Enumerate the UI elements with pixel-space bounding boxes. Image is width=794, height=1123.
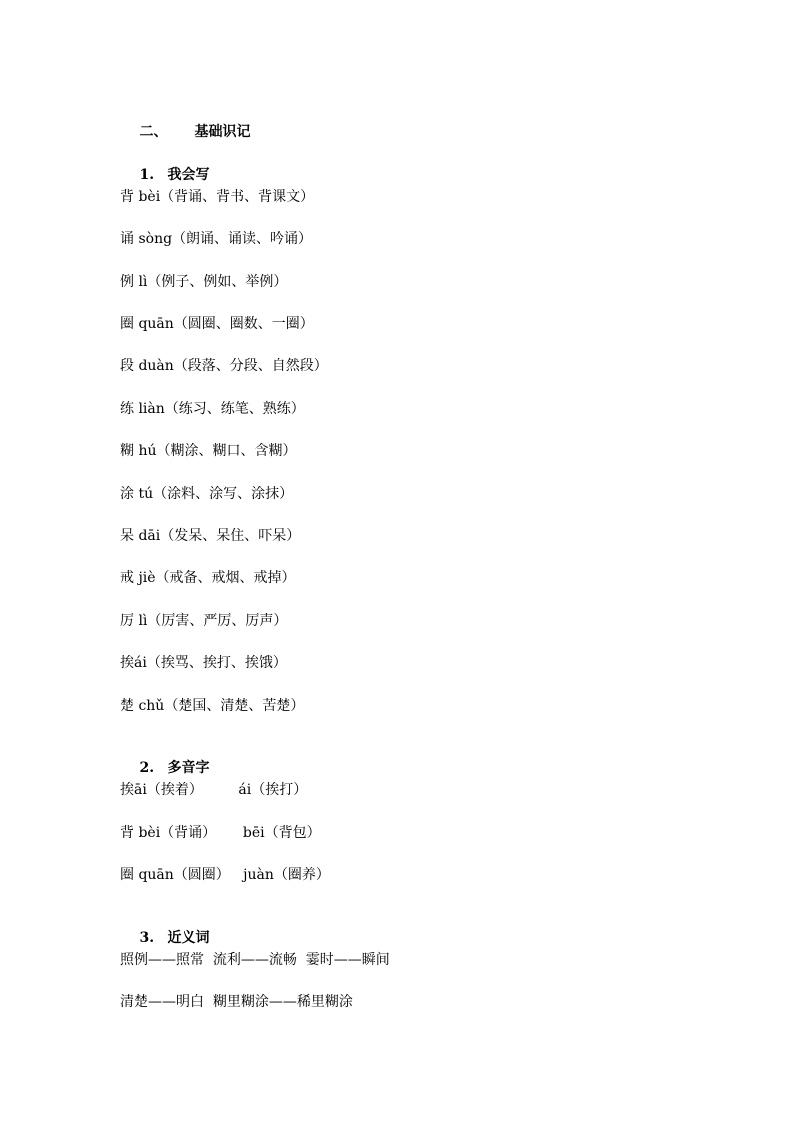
word-item: 戒 jiè（戒备、戒烟、戒掉）	[120, 570, 296, 586]
part2-title: 多音字	[167, 760, 210, 776]
word-item: 厉 lì（厉害、严厉、厉声）	[120, 613, 288, 629]
word-item: 段 duàn（段落、分段、自然段）	[120, 358, 328, 374]
part3-title: 近义词	[167, 930, 210, 946]
synonym-item: 照例——照常 流利——流畅 霎时——瞬间	[120, 952, 390, 968]
synonym-item: 清楚——明白 糊里糊涂——稀里糊涂	[120, 994, 353, 1010]
word-item: 例 lì（例子、例如、举例）	[120, 274, 288, 290]
word-item: 呆 dāi（发呆、呆住、吓呆）	[120, 528, 301, 544]
word-item: 糊 hú（糊涂、糊口、含糊）	[120, 443, 297, 459]
part1-title: 我会写	[167, 167, 210, 183]
part3-number: 3.	[139, 930, 155, 946]
word-item: 楚 chǔ（楚国、清楚、苦楚）	[120, 698, 305, 714]
part1-number: 1.	[139, 167, 155, 183]
polyphone-item: 圈 quān（圆圈） juàn（圈养）	[120, 867, 330, 883]
section-title: 基础识记	[194, 124, 251, 140]
word-item: 挨ái（挨骂、挨打、挨饿）	[120, 655, 287, 671]
polyphone-item: 挨āi（挨着） ái（挨打）	[120, 782, 308, 798]
word-item: 圈 quān（圆圈、圈数、一圈）	[120, 316, 314, 332]
section-number: 二、	[139, 124, 168, 140]
polyphone-item: 背 bèi（背诵） bēi（背包）	[120, 825, 321, 841]
word-item: 诵 sòng（朗诵、诵读、吟诵）	[120, 231, 313, 247]
word-item: 涂 tú（涂料、涂写、涂抹）	[120, 486, 294, 502]
word-item: 背 bèi（背诵、背书、背课文）	[120, 189, 315, 205]
word-item: 练 liàn（练习、练笔、熟练）	[120, 401, 305, 417]
part2-number: 2.	[139, 760, 155, 776]
